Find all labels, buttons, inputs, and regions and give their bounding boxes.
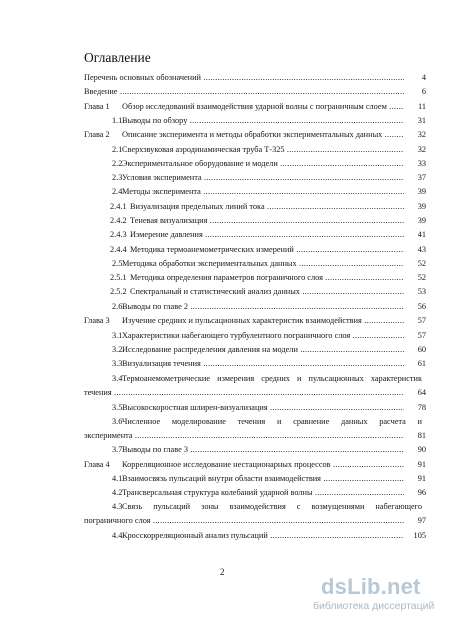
toc-entry	[0, 315, 450, 326]
toc-entry	[0, 158, 450, 169]
toc-entry-title: Численное моделирование течения и сравнение данных расчета и	[122, 417, 422, 426]
toc-entry-page: 97	[417, 516, 426, 525]
toc-entry-title: Характеристики набегающего турбулентного пограничного слоя .....	[122, 330, 404, 341]
toc-entry	[0, 473, 450, 484]
toc-entry-title: Методика термоанемометрических измерений .....	[130, 244, 404, 255]
toc-entry-number: 3.5	[112, 403, 123, 412]
toc-entry-number: Глава 3	[84, 316, 110, 325]
toc-entry-title: Изучение средних и пульсационных характеристик взаимодействия .....	[122, 315, 404, 326]
toc-entry-title: Связь пульсаций зоны взаимодействия с возмущениями набегающего	[122, 502, 422, 511]
toc-entry-title: Корреляционное исследование нестационарных процессов .....	[122, 459, 404, 470]
toc-entry	[0, 129, 450, 140]
toc-entry-page: 39	[417, 202, 426, 211]
watermark	[313, 576, 448, 616]
toc-entry-number: 3.7	[112, 445, 123, 454]
toc-entry	[0, 416, 450, 440]
toc-entry-title-continued: пограничного слоя .....	[84, 515, 404, 526]
toc-entry-title: Спектральный и статистический анализ данных .....	[130, 286, 404, 297]
toc-entry	[0, 402, 450, 413]
toc-entry-number: Глава 2	[84, 130, 110, 139]
toc-entry-page: 32	[417, 145, 426, 154]
toc-entry-number: 3.1	[112, 331, 123, 340]
toc-entry-title: Измерение давления .....	[130, 229, 404, 240]
toc-entry-number: 2.4.2	[110, 216, 127, 225]
toc-entry-title: Обзор исследований взаимодействия ударной волны с пограничным слоем .....	[122, 101, 404, 112]
toc-entry	[0, 373, 450, 397]
toc-entry	[0, 229, 450, 240]
toc-entry-title: Условия эксперимента .....	[122, 172, 404, 183]
toc-entry-page: 57	[417, 316, 426, 325]
toc-entry-title: Взаимосвязь пульсаций внутри области взаимодействия .....	[122, 473, 404, 484]
toc-entry-number: 2.1	[112, 145, 123, 154]
toc-entry-number: 2.4	[112, 187, 123, 196]
toc-entry-page: 31	[417, 116, 426, 125]
toc-entry-title: Методика определения параметров пограничного слоя .....	[130, 272, 404, 283]
toc-entry	[0, 530, 450, 541]
toc-entry	[0, 358, 450, 369]
toc-entry	[0, 144, 450, 155]
toc-entry-page: 37	[417, 173, 426, 182]
toc-entry-number: 1.1	[112, 116, 123, 125]
toc-entry-page: 39	[417, 216, 426, 225]
toc-entry-title-continued: течения .....	[84, 387, 404, 398]
toc-entry-page: 33	[417, 159, 426, 168]
toc-entry	[0, 272, 450, 283]
toc-entry-number: 4.1	[112, 474, 123, 483]
toc-entry-number: 2.5.1	[110, 273, 127, 282]
toc-entry-number: 2.4.3	[110, 230, 127, 239]
toc-entry	[0, 487, 450, 498]
toc-entry-title: Экспериментальное оборудование и модели .....	[122, 158, 404, 169]
toc-entry	[0, 444, 450, 455]
toc-entry-title: Описание эксперимента и методы обработки экспериментальных данных .....	[122, 129, 404, 140]
toc-entry-number: 3.4	[112, 374, 123, 383]
toc-entry-title: Кросскорреляционный анализ пульсаций .....	[122, 530, 404, 541]
toc-entry	[0, 258, 450, 269]
toc-entry-page: 53	[417, 287, 426, 296]
toc-entry-page: 105	[413, 531, 426, 540]
toc-entry-number: 3.6	[112, 417, 123, 426]
toc-entry-number: 2.5	[112, 259, 123, 268]
toc-entry	[0, 286, 450, 297]
toc-entry-page: 64	[417, 388, 426, 397]
toc-entry-page: 41	[417, 230, 426, 239]
toc-entry-page: 39	[417, 187, 426, 196]
toc-entry-title: Методы эксперимента .....	[122, 186, 404, 197]
toc-entry	[0, 186, 450, 197]
toc-entry-page: 11	[418, 102, 426, 111]
toc-entry	[0, 201, 450, 212]
toc-entry-title: Визуализация течения .....	[122, 358, 404, 369]
toc-entry-number: 2.2	[112, 159, 123, 168]
toc-entry-page: 90	[417, 445, 426, 454]
toc-entry-title: Исследование распределения давления на модели .....	[122, 344, 404, 355]
toc-entry-number: 2.4.4	[110, 245, 127, 254]
toc-entry-page: 81	[417, 431, 426, 440]
toc-title: Оглавление	[84, 50, 151, 65]
toc-entry	[0, 72, 450, 83]
toc-entry-number: Глава 1	[84, 102, 110, 111]
toc-entry	[0, 215, 450, 226]
toc-entry-page: 57	[417, 331, 426, 340]
page-number: 2	[220, 567, 225, 577]
toc-entry	[0, 172, 450, 183]
toc-entry-title-continued: эксперимента .....	[84, 430, 404, 441]
toc-entry-title: Высокоскоростная шлирен-визуализация .....	[122, 402, 404, 413]
toc-entry-title: Выводы по обзору .....	[122, 115, 404, 126]
toc-entry-page: 52	[417, 259, 426, 268]
toc-entry-page: 61	[417, 359, 426, 368]
toc-entry-title: Введение .....	[84, 86, 404, 97]
toc-entry	[0, 115, 450, 126]
toc-entry	[0, 101, 450, 112]
toc-entry	[0, 301, 450, 312]
toc-entry-page: 56	[417, 302, 426, 311]
toc-entry-title: Перечень основных обозначений .....	[84, 72, 404, 83]
toc-entry-number: 3.3	[112, 359, 123, 368]
toc-entry	[0, 86, 450, 97]
toc-entry-title: Трансверсальная структура колебаний ударной волны .....	[122, 487, 404, 498]
toc-entry-number: 4.4	[112, 531, 123, 540]
watermark-logo: dsLib.net	[321, 574, 421, 599]
toc-entry	[0, 501, 450, 525]
toc-entry	[0, 459, 450, 470]
toc-entry-page: 32	[417, 130, 426, 139]
toc-entry-number: 2.5.2	[110, 287, 127, 296]
toc-entry-page: 43	[417, 245, 426, 254]
toc-entry-number: 2.6	[112, 302, 123, 311]
toc-entry-title: Теневая визуализация .....	[130, 215, 404, 226]
toc-entry-number: 2.4.1	[110, 202, 127, 211]
toc-entry-page: 4	[421, 73, 426, 82]
toc-entry	[0, 330, 450, 341]
toc-entry-number: 4.2	[112, 488, 123, 497]
toc-entry-title: Термоанемометрические измерения средних и пульсационных характеристик	[122, 374, 422, 383]
toc-entry-title: Выводы по главе 3 .....	[122, 444, 404, 455]
toc-entry-number: 3.2	[112, 345, 123, 354]
toc-entry-title: Методика обработки экспериментальных данных .....	[122, 258, 404, 269]
toc-entry-page: 6	[421, 87, 426, 96]
toc-entry-page: 96	[417, 488, 426, 497]
toc-entry-title: Визуализация предельных линий тока .....	[130, 201, 404, 212]
toc-entry	[0, 244, 450, 255]
toc-entry-number: Глава 4	[84, 460, 110, 469]
toc-entry	[0, 344, 450, 355]
toc-entry-title: Выводы по главе 2 .....	[122, 301, 404, 312]
toc-entry-title: Сверхзвуковая аэродинамическая труба Т-325 .....	[122, 144, 404, 155]
toc-entry-page: 91	[417, 460, 426, 469]
toc-entry-page: 91	[417, 474, 426, 483]
toc-entry-number: 4.3	[112, 502, 123, 511]
toc-entry-number: 2.3	[112, 173, 123, 182]
toc-entry-page: 78	[417, 403, 426, 412]
toc-entry-page: 60	[417, 345, 426, 354]
toc-entry-page: 52	[417, 273, 426, 282]
watermark-subtitle: библиотека диссертаций	[313, 600, 435, 612]
